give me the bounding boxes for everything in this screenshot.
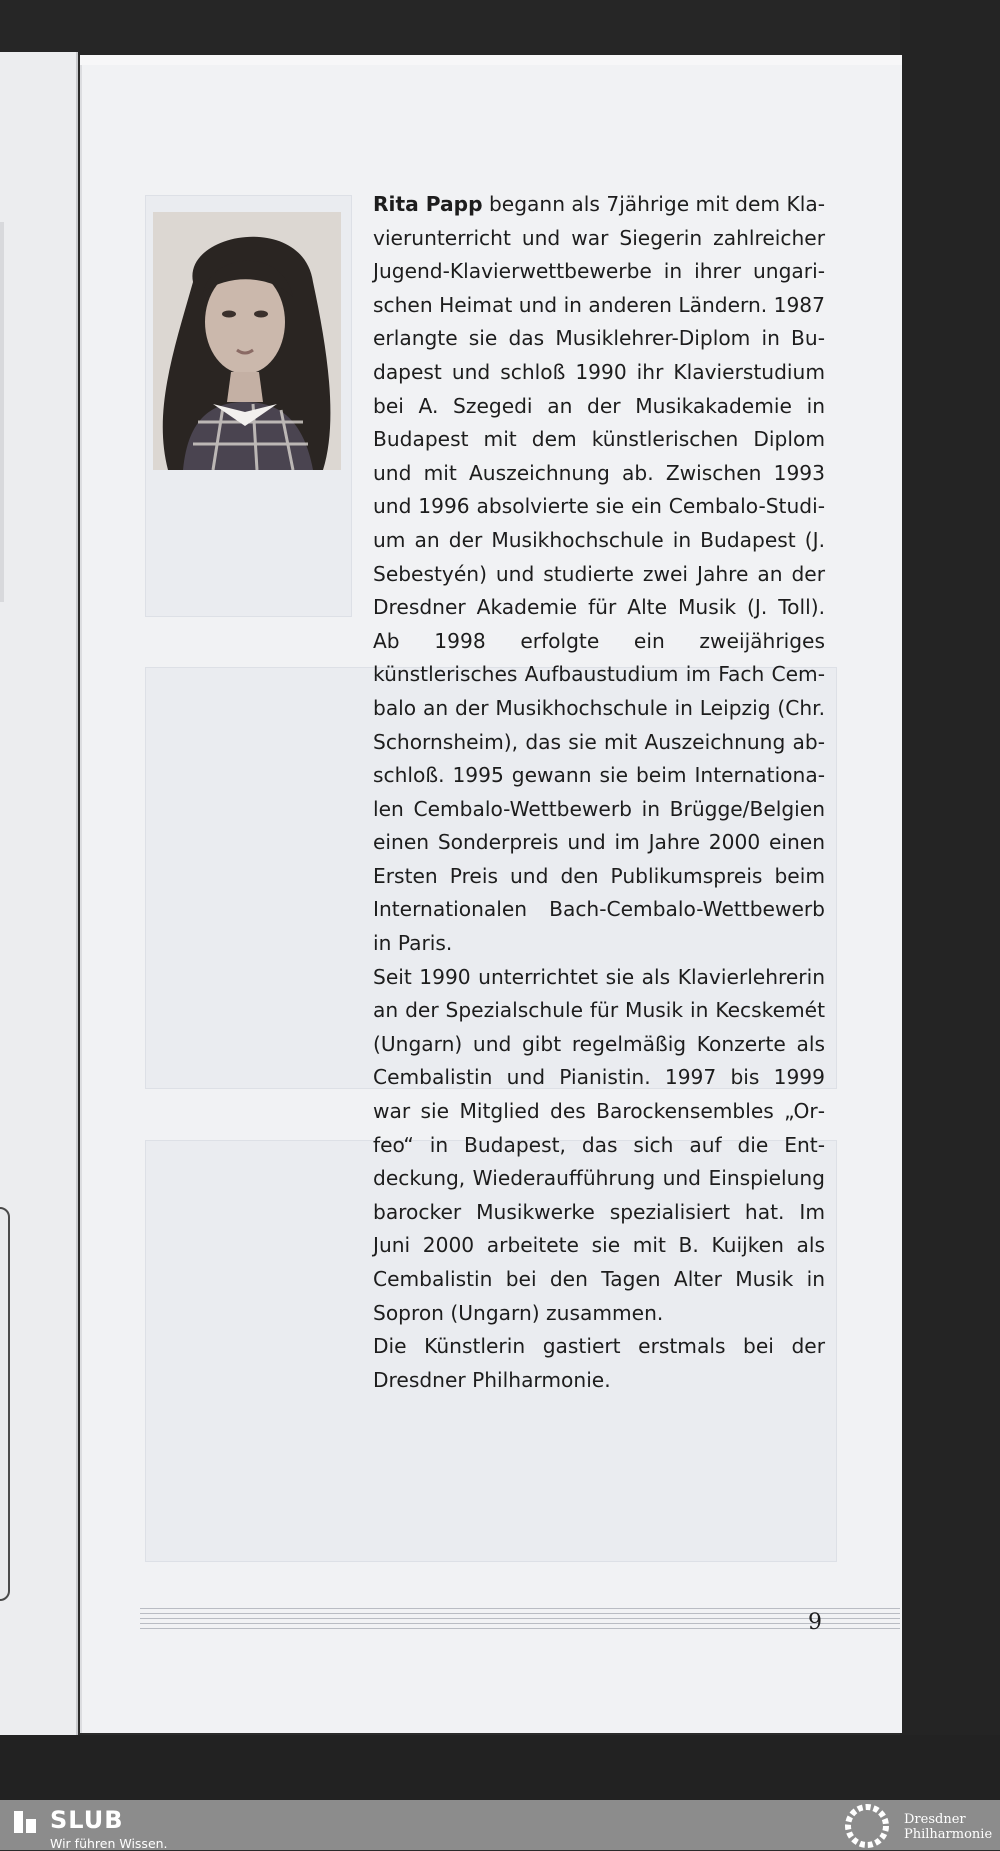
bio-paragraph-3: Die Künstlerin gastiert erstmals bei der Dresdner Philharmonie. — [373, 1334, 825, 1392]
philharmonie-line-1: Dresdner — [904, 1812, 966, 1827]
slub-mark-icon — [14, 1811, 36, 1833]
philharmonie-wordmark — [904, 1812, 992, 1842]
portrait-illustration — [153, 212, 341, 470]
slub-tagline: Wir führen Wissen. — [50, 1836, 168, 1851]
scan-border-right — [900, 0, 1000, 1790]
bio-paragraph-1-text: begann als 7jährige mit dem Klavierunterricht und war Siegerin zahlreicher Jugend-Klavierwettbewerbe in ihrer ungarischen Heimat und in anderen Ländern. 1987 erlangte sie das Musiklehrer-Diplom in Budapest und schloß 1990 ihr Klavierstudium bei A. Szegedi an der Musikakademie in Budapest mit dem künstlerischen Diplom und mit Auszeichnung ab. Zwischen 1993 und 1996 absolvierte sie ein Cembalo-Studium an der Musikhochschule in Budapest (J. Sebestyén) und studierte zwei Jahre an der Dresdner Akademie für Alte Musik (J. Toll). Ab 1998 erfolgte ein zweijähriges künstlerisches Aufbaustudium im Fach Cembalo an der Musikhochschule in Leipzig (Chr. Schornsheim), das sie mit Auszeichnung abschloß. 1995 gewann sie beim Internationalen Cembalo-Wettbewerb in Brügge/Belgien einen Sonderpreis und im Jahre 2000 einen Ersten Preis und den Publikumspreis beim Internationalen Bach-Cembalo-Wettbewerb in Paris. — [373, 192, 826, 956]
philharmonie-emblem-icon — [840, 1804, 894, 1848]
artist-biography — [373, 188, 825, 1397]
library-banner — [0, 1800, 1000, 1850]
brochure-page — [80, 55, 902, 1733]
page-number: 9 — [808, 1610, 822, 1635]
bio-paragraph-1 — [373, 188, 825, 961]
scan-border-top — [0, 0, 1000, 55]
previous-page-mark — [0, 222, 4, 602]
artist-portrait-photo — [153, 212, 341, 470]
scan-border-bottom — [0, 1735, 1000, 1800]
bio-paragraph-2: Seit 1990 unterrichtet sie als Klavierlehrerin an der Spezialschule für Musik in Kecskemét (Ungarn) und gibt regelmäßig Konzerte als Cembalistin und Pianistin. 1997 bis 1999 war sie Mitglied des Barockensembles „Orfeo“ in Budapest, das sich auf die Entdeckung, Wiederaufführung und Einspielung barocker Musikwerke spezialisiert hat. Im Juni 2000 arbeitete sie mit B. Kuijken als Cembalistin bei den Tagen Alter Musik in Sopron (Ungarn) zusammen. — [373, 964, 825, 1325]
artist-name: Rita Papp — [373, 192, 483, 216]
philharmonie-line-2: Philharmonie — [904, 1827, 993, 1842]
page-top-strip — [80, 55, 902, 65]
previous-page-edge — [0, 52, 78, 1735]
previous-page-tab — [0, 1207, 10, 1601]
footer-rules — [140, 1608, 900, 1642]
slub-name: SLUB — [50, 1806, 124, 1834]
